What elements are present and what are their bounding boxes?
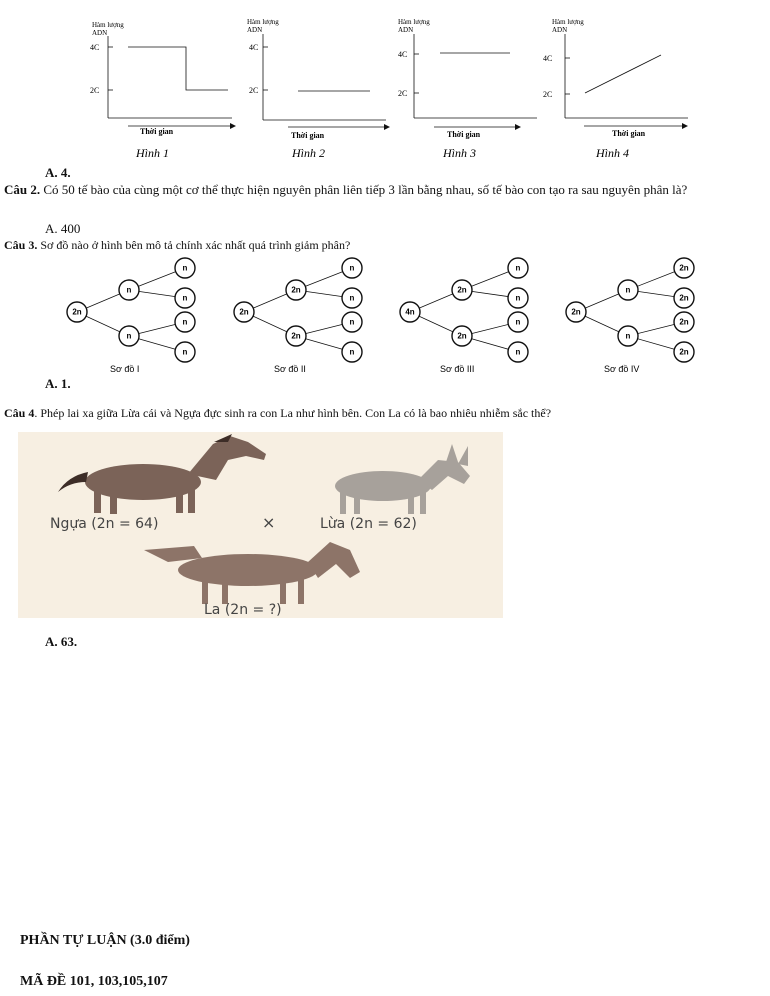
q4-label: Câu 4 <box>4 406 35 420</box>
meiosis-diagram-1 <box>67 258 195 374</box>
svg-text:n: n <box>182 317 188 327</box>
svg-text:4n: 4n <box>405 307 415 317</box>
diagram-leaf-node <box>175 342 195 362</box>
diagram-leaf-node <box>674 288 694 308</box>
svg-text:n: n <box>182 263 188 273</box>
svg-text:n: n <box>126 331 132 341</box>
tick-4c: 4C <box>90 43 100 52</box>
svg-text:2n: 2n <box>679 263 689 273</box>
svg-text:Thời gian: Thời gian <box>447 130 481 139</box>
svg-text:Hàm lượng: Hàm lượng <box>247 18 279 26</box>
svg-text:n: n <box>349 347 355 357</box>
meiosis-diagram-4 <box>566 258 694 374</box>
horse-label: Ngựa (2n = 64) <box>50 516 159 532</box>
diagram-mid-node <box>618 326 638 346</box>
svg-text:2n: 2n <box>457 285 467 295</box>
diagram-leaf-node <box>342 342 362 362</box>
svg-text:n: n <box>625 331 631 341</box>
svg-text:2n: 2n <box>239 307 249 317</box>
meiosis-diagrams <box>0 252 770 377</box>
q3-answer: A. 1. <box>45 376 71 391</box>
svg-text:n: n <box>625 285 631 295</box>
graph-hinh-2 <box>247 18 390 160</box>
diagram-leaf-node <box>674 342 694 362</box>
donkey-label: Lừa (2n = 62) <box>320 516 417 532</box>
svg-text:n: n <box>515 293 521 303</box>
svg-text:n: n <box>349 263 355 273</box>
diagram-leaf-node <box>175 312 195 332</box>
svg-text:4C: 4C <box>543 54 553 63</box>
hybrid-cross-image <box>18 432 503 618</box>
diagram-label: Sơ đồ IV <box>604 364 640 374</box>
meiosis-diagram-3 <box>400 258 528 374</box>
svg-text:2n: 2n <box>679 293 689 303</box>
svg-text:2n: 2n <box>679 347 689 357</box>
svg-text:2n: 2n <box>571 307 581 317</box>
svg-text:n: n <box>515 317 521 327</box>
diagram-leaf-node <box>674 312 694 332</box>
diagram-root-node <box>234 302 254 322</box>
diagram-mid-node <box>286 280 306 300</box>
svg-text:4C: 4C <box>398 50 408 59</box>
svg-text:Hàm lượng: Hàm lượng <box>398 18 430 26</box>
q2-answer: A. 400 <box>45 221 81 236</box>
diagram-root-node <box>400 302 420 322</box>
mule-label: La (2n = ?) <box>204 602 282 618</box>
essay-section-title: PHẦN TỰ LUẬN (3.0 điểm) <box>20 933 190 948</box>
graph-hinh-3 <box>398 18 537 160</box>
svg-text:n: n <box>515 347 521 357</box>
graph-hinh-4 <box>543 18 688 160</box>
svg-text:ADN: ADN <box>398 26 414 34</box>
svg-text:Hàm lượng: Hàm lượng <box>552 18 584 26</box>
diagram-leaf-node <box>342 312 362 332</box>
caption-hinh-2: Hình 2 <box>292 146 325 160</box>
caption-hinh-3: Hình 3 <box>443 146 476 160</box>
svg-text:2n: 2n <box>679 317 689 327</box>
graph-ylabel-bottom: ADN <box>92 29 108 37</box>
diagram-label: Sơ đồ III <box>440 364 475 374</box>
q3-text: Sơ đồ nào ở hình bên mô tả chính xác nhất quá trình giảm phân? <box>37 238 351 252</box>
question-2 <box>4 182 766 198</box>
xlabel: Thời gian <box>140 127 174 136</box>
diagram-mid-node <box>119 326 139 346</box>
q1-answer: A. 4. <box>45 165 71 180</box>
svg-text:n: n <box>126 285 132 295</box>
caption-hinh-1: Hình 1 <box>136 146 169 160</box>
question-3 <box>4 237 350 253</box>
diagram-label: Sơ đồ II <box>274 364 306 374</box>
dna-graphs-svg <box>0 0 770 165</box>
svg-text:Thời gian: Thời gian <box>291 131 325 140</box>
svg-text:n: n <box>182 293 188 303</box>
mule-illustration <box>144 542 360 604</box>
svg-text:4C: 4C <box>249 43 259 52</box>
q3-label: Câu 3. <box>4 238 38 252</box>
q2-label: Câu 2. <box>4 182 41 197</box>
diagram-root-node <box>67 302 87 322</box>
svg-text:n: n <box>349 317 355 327</box>
diagram-mid-node <box>119 280 139 300</box>
horse-illustration <box>58 434 266 514</box>
diagram-leaf-node <box>175 258 195 278</box>
q2-text: Có 50 tế bào của cùng một cơ thể thực hiện nguyên phân liên tiếp 3 lần bằng nhau, số tế bào con tạo ra sau nguyên phân là? <box>40 182 688 197</box>
hybrid-cross-svg <box>18 432 503 618</box>
question-4 <box>4 405 551 421</box>
q4-answer: A. 63. <box>45 634 78 649</box>
graph-hinh-1 <box>90 21 236 160</box>
diagram-mid-node <box>452 280 472 300</box>
meiosis-diagrams-svg <box>0 252 770 377</box>
svg-text:2n: 2n <box>457 331 467 341</box>
svg-text:2C: 2C <box>543 90 553 99</box>
diagram-mid-node <box>452 326 472 346</box>
diagram-leaf-node <box>342 288 362 308</box>
svg-text:n: n <box>182 347 188 357</box>
diagram-leaf-node <box>508 342 528 362</box>
svg-text:ADN: ADN <box>247 26 263 34</box>
svg-text:2C: 2C <box>249 86 259 95</box>
svg-text:2C: 2C <box>398 89 408 98</box>
svg-text:2n: 2n <box>291 331 301 341</box>
diagram-leaf-node <box>674 258 694 278</box>
svg-text:2n: 2n <box>72 307 82 317</box>
cross-symbol: × <box>262 513 276 532</box>
svg-text:2n: 2n <box>291 285 301 295</box>
diagram-label: Sơ đồ I <box>110 364 140 374</box>
diagram-mid-node <box>286 326 306 346</box>
svg-text:Thời gian: Thời gian <box>612 129 646 138</box>
exam-codes: MÃ ĐỀ 101, 103,105,107 <box>20 974 168 989</box>
diagram-leaf-node <box>175 288 195 308</box>
diagram-mid-node <box>618 280 638 300</box>
diagram-leaf-node <box>508 258 528 278</box>
meiosis-diagram-2 <box>234 258 362 374</box>
graph-ylabel-top: Hàm lượng <box>92 21 124 29</box>
diagram-leaf-node <box>508 288 528 308</box>
svg-text:n: n <box>349 293 355 303</box>
diagram-leaf-node <box>508 312 528 332</box>
svg-text:n: n <box>515 263 521 273</box>
diagram-leaf-node <box>342 258 362 278</box>
diagram-root-node <box>566 302 586 322</box>
q4-text: . Phép lai xa giữa Lừa cái và Ngựa đực sinh ra con La như hình bên. Con La có là bao nhiêu nhiễm sắc thể? <box>34 406 552 420</box>
tick-2c: 2C <box>90 86 100 95</box>
donkey-illustration <box>335 444 470 514</box>
dna-content-graphs <box>0 0 770 165</box>
caption-hinh-4: Hình 4 <box>596 146 629 160</box>
svg-text:ADN: ADN <box>552 26 568 34</box>
